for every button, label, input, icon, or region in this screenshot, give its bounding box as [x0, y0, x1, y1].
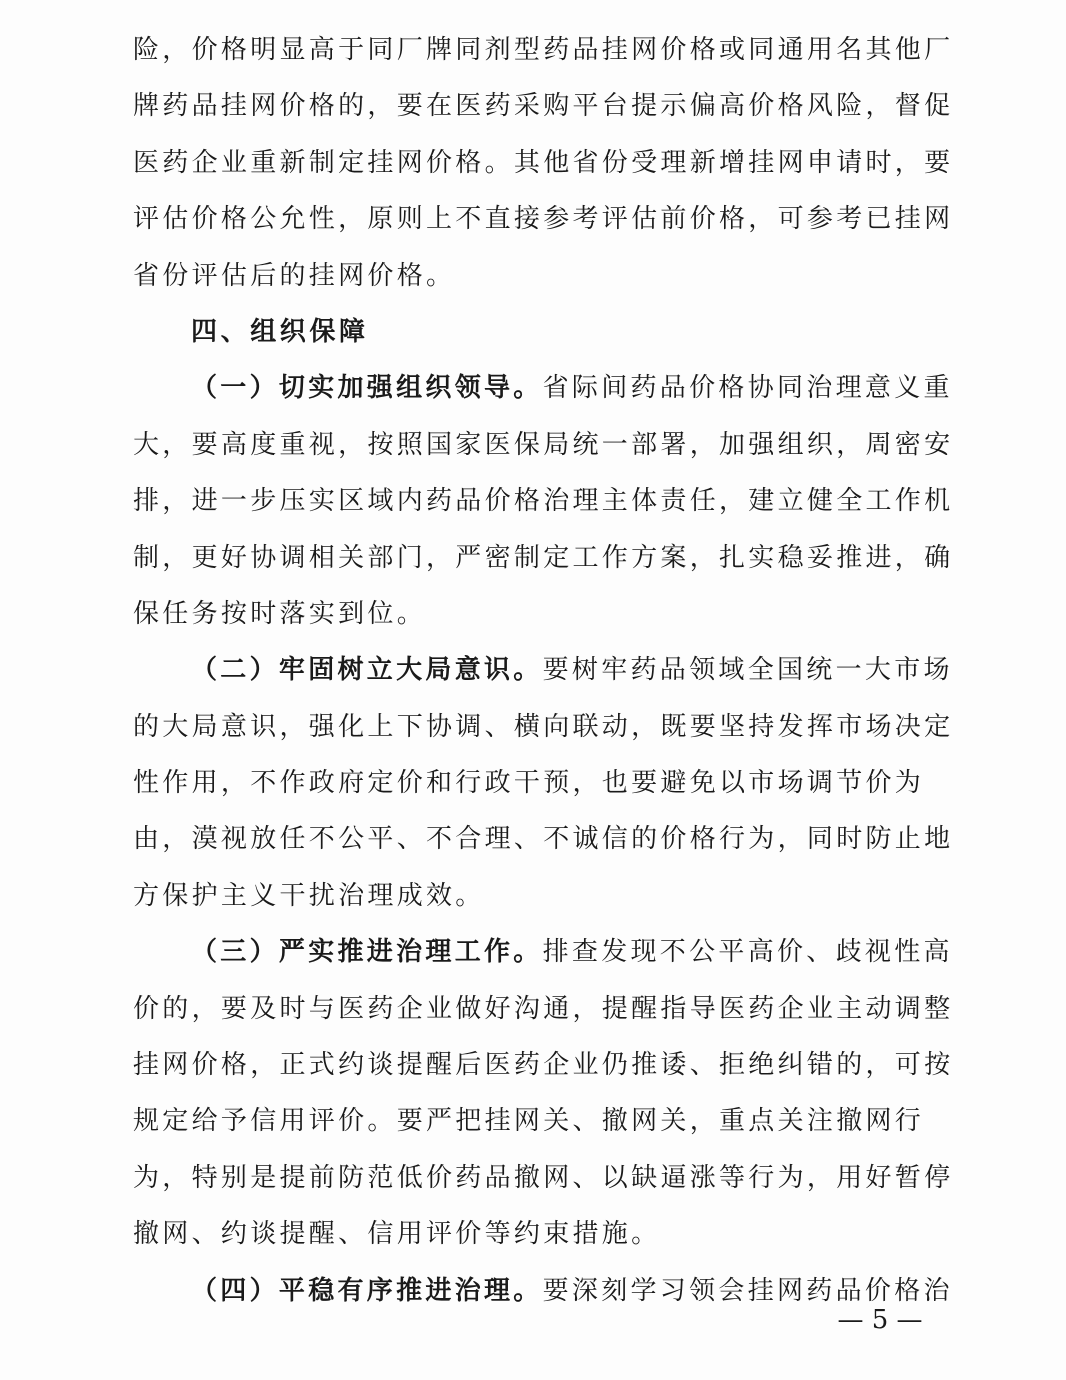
- text-line: 为，特别是提前防范低价药品撤网、以缺逼涨等行为，用好暂停: [133, 1162, 954, 1193]
- paragraph-text: 要深刻学习领会挂网药品价格治: [542, 1275, 953, 1306]
- paragraph-title: （三）严实推进治理工作。: [191, 937, 543, 968]
- text-line: 撤网、约谈提醒、信用评价等约束措施。: [133, 1219, 661, 1250]
- paragraph-text: 排查发现不公平高价、歧视性高: [542, 937, 953, 968]
- text-line: 保任务按时落实到位。: [133, 598, 427, 629]
- text-line: 评估价格公允性，原则上不直接参考评估前价格，可参考已挂网: [133, 204, 954, 235]
- text-line: 性作用，不作政府定价和行政干预，也要避免以市场调节价为: [133, 768, 925, 799]
- text-line: 险，价格明显高于同厂牌同剂型药品挂网价格或同通用名其他厂: [133, 35, 954, 65]
- paragraph-first-line: [133, 642, 963, 698]
- paragraph-title: （四）平稳有序推进治理。: [191, 1275, 543, 1306]
- section-heading: 四、组织保障: [191, 316, 369, 347]
- paragraph-first-line: [133, 360, 963, 416]
- text-line: 方保护主义干扰治理成效。: [133, 880, 485, 911]
- text-line: 由，漠视放任不公平、不合理、不诚信的价格行为，同时防止地: [133, 824, 954, 855]
- document-body: [133, 22, 963, 1319]
- text-line: 价的，要及时与医药企业做好沟通，提醒指导医药企业主动调整: [133, 993, 954, 1024]
- paragraph-title: （一）切实加强组织领导。: [191, 373, 543, 404]
- page-number: — 5 —: [837, 1305, 923, 1335]
- paragraph-text: 省际间药品价格协同治理意义重: [542, 373, 953, 404]
- text-line: 挂网价格，正式约谈提醒后医药企业仍推诿、拒绝纠错的，可按: [133, 1050, 954, 1081]
- text-line: 的大局意识，强化上下协调、横向联动，既要坚持发挥市场决定: [133, 711, 954, 742]
- text-line: 制，更好协调相关部门，严密制定工作方案，扎实稳妥推进，确: [133, 542, 954, 573]
- text-line: 省份评估后的挂网价格。: [133, 260, 456, 291]
- text-line: 医药企业重新制定挂网价格。其他省份受理新增挂网申请时，要: [133, 147, 954, 178]
- text-line: 牌药品挂网价格的，要在医药采购平台提示偏高价格风险，督促: [133, 91, 954, 122]
- paragraph-title: （二）牢固树立大局意识。: [191, 655, 543, 686]
- paragraph-text: 要树牢药品领域全国统一大市场: [542, 655, 953, 686]
- text-line: 规定给予信用评价。要严把挂网关、撤网关，重点关注撤网行: [133, 1106, 925, 1137]
- text-line: 大，要高度重视，按照国家医保局统一部署，加强组织，周密安: [133, 429, 954, 460]
- paragraph-first-line: [133, 924, 963, 980]
- text-line: 排，进一步压实区域内药品价格治理主体责任，建立健全工作机: [133, 486, 954, 517]
